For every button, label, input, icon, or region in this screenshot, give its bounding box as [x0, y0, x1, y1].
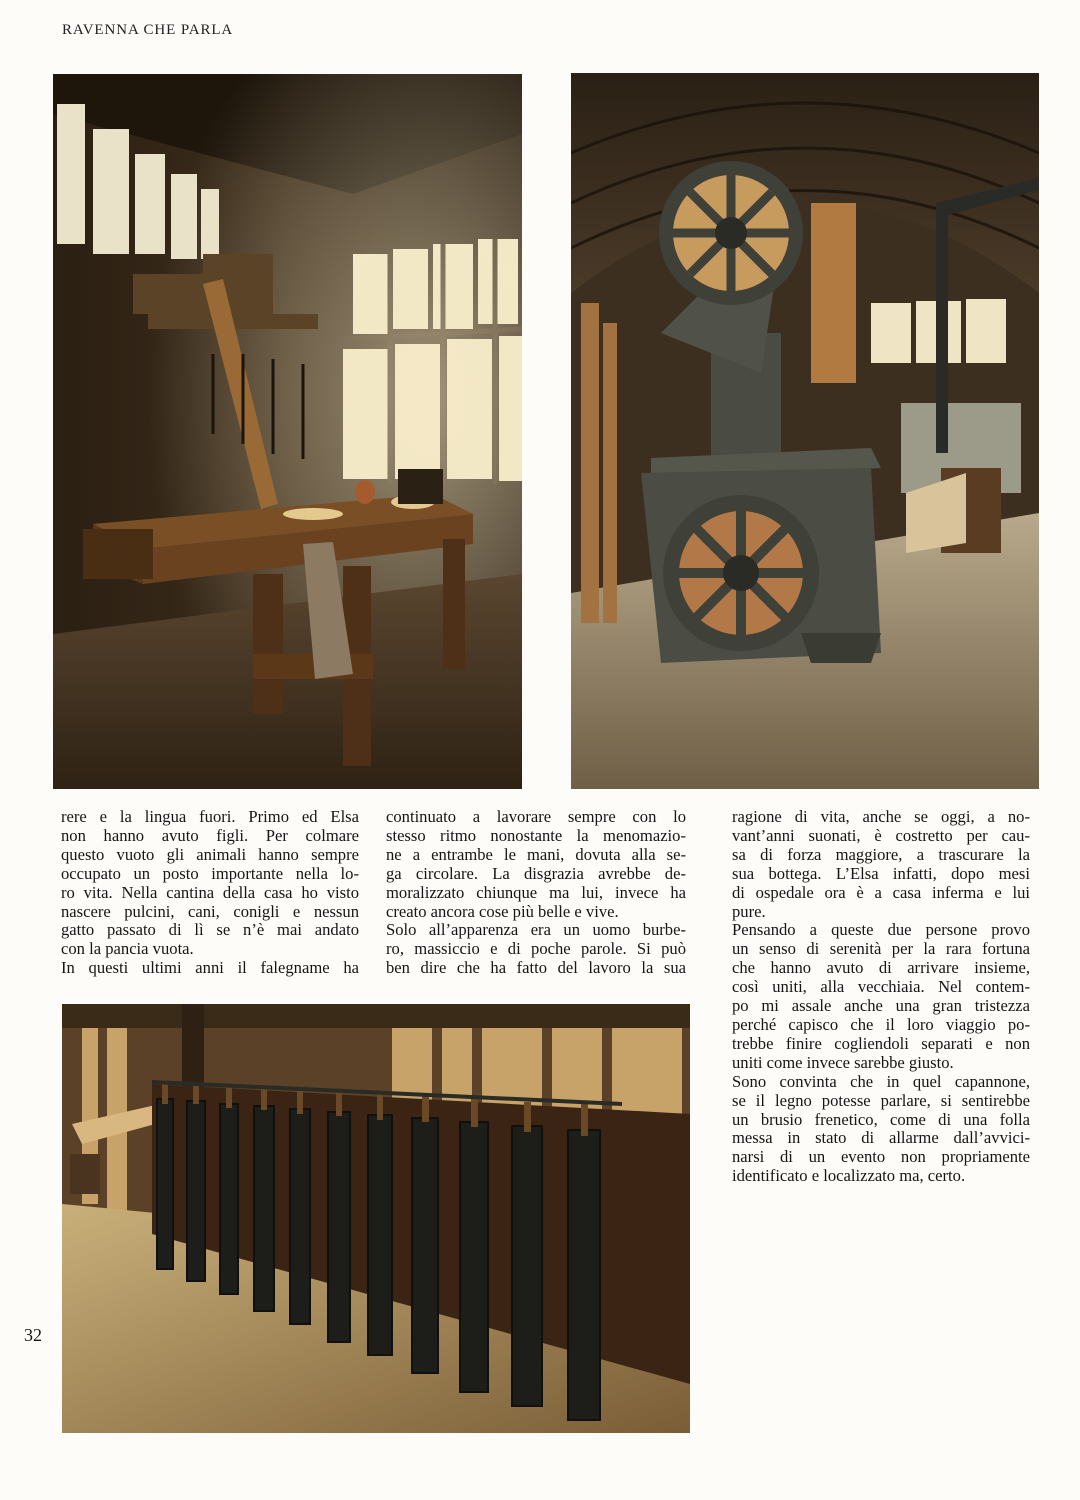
page-number: 32 [24, 1325, 42, 1345]
text-line: nascere pulcini, cani, conigli e nessun [61, 901, 359, 921]
text-line: di ospedale ora è a casa inferma e lui [732, 882, 1030, 902]
text-line: moralizzato chiunque ma lui, invece ha [386, 882, 686, 902]
text-line: In questi ultimi anni il falegname ha [61, 958, 359, 978]
bandsaw-illustration [571, 73, 1039, 789]
text-line: trebbe finire cogliendoli separati e non [732, 1033, 1030, 1053]
text-line: occupato un posto importante nella lo- [61, 863, 359, 883]
text-line: ro vita. Nella cantina della casa ho visto [61, 882, 359, 902]
text-line: po mi assale anche una gran tristezza [732, 996, 1030, 1016]
text-line: ragione di vita, anche se oggi, a no- [732, 807, 1030, 826]
bandsaw-photo [571, 73, 1039, 789]
clamps-photo [62, 1004, 690, 1433]
text-line: narsi di un evento non propriamente [732, 1147, 1030, 1167]
text-line: stesso ritmo nonostante la menomazio- [386, 825, 686, 845]
workbench-photo [53, 74, 522, 789]
text-line: ne a entrambe le mani, dovuta alla se- [386, 844, 686, 864]
text-column-1 [61, 808, 359, 978]
text-line: ro, massiccio e di poche parole. Si può [386, 939, 686, 959]
text-line: creato ancora cose più belle e vive. [386, 901, 619, 921]
text-line: che hanno avuto di arrivare insieme, [732, 958, 1030, 978]
clamps-illustration [62, 1004, 690, 1433]
text-line: Pensando a queste due persone provo [732, 920, 1030, 940]
text-line: sa di forza maggiore, a trascurare la [732, 844, 1030, 864]
text-line: Solo all’apparenza era un uomo burbe- [386, 920, 686, 940]
text-line: pure. [732, 901, 766, 921]
text-line: gatto passato di lì se n’è mai andato [61, 920, 359, 940]
text-line: Sono convinta che in quel capannone, [732, 1071, 1030, 1091]
text-line: se il legno potesse parlare, si sentirebbe [732, 1090, 1030, 1110]
text-line: con la pancia vuota. [61, 939, 194, 959]
text-line: vant’anni suonati, è costretto per cau- [732, 825, 1030, 845]
text-line: ga circolare. La disgrazia avrebbe de- [386, 863, 686, 883]
text-line: sua bottega. L’Elsa infatti, dopo mesi [732, 863, 1030, 883]
running-title: RAVENNA CHE PARLA [62, 22, 234, 38]
text-line: ben dire che ha fatto del lavoro la sua [386, 958, 686, 978]
text-line: messa in stato di allarme dall’avvici- [732, 1128, 1030, 1148]
workbench-illustration [53, 74, 522, 789]
text-line: rere e la lingua fuori. Primo ed Elsa [61, 807, 359, 826]
text-column-3 [732, 808, 1030, 1186]
text-line: continuato a lavorare sempre con lo [386, 807, 686, 826]
text-line: questo vuoto gli animali hanno sempre [61, 844, 359, 864]
text-line: identificato e localizzato ma, certo. [732, 1166, 966, 1186]
text-line: non hanno avuto figli. Per colmare [61, 825, 359, 845]
text-line: perché capisco che il loro viaggio po- [732, 1014, 1030, 1034]
text-column-2 [386, 808, 686, 978]
text-line: un brusio frenetico, come di una folla [732, 1109, 1030, 1129]
text-line: uniti come invece sarebbe giusto. [732, 1052, 954, 1072]
text-line: un senso di serenità per la rara fortuna [732, 939, 1030, 959]
text-line: così uniti, alla vecchiaia. Nel contem- [732, 977, 1030, 997]
